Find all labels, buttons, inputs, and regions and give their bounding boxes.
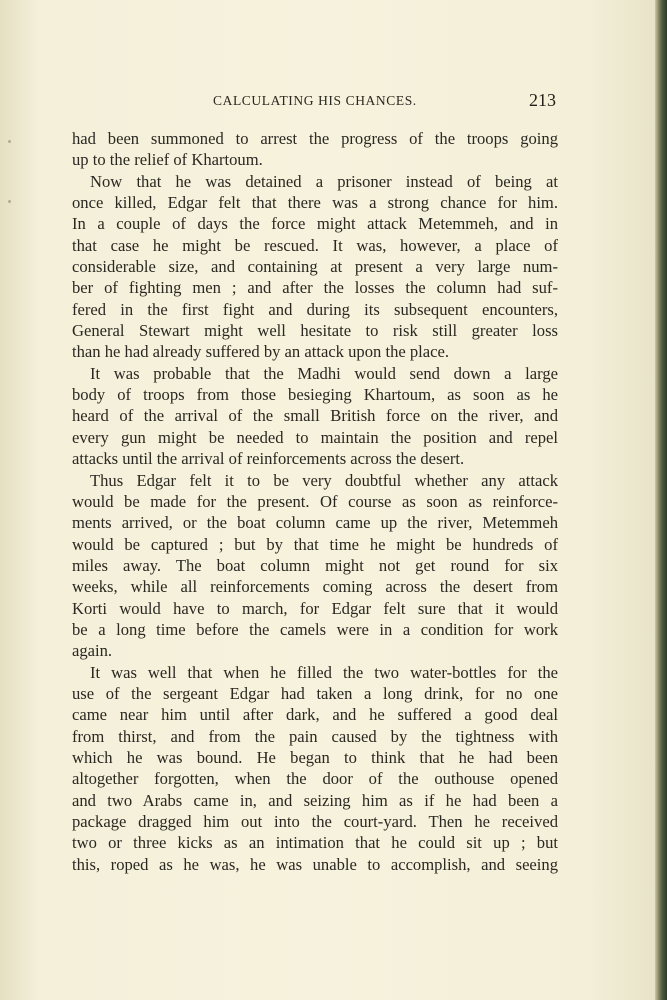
text-line: ments arrived, or the boat column came up the river, Metemmeh xyxy=(72,513,558,533)
body-text xyxy=(72,128,558,875)
text-line: would be captured ; but by that time he might be hundreds of xyxy=(72,534,558,554)
text-line: considerable size, and containing at present a very large num- xyxy=(72,257,558,277)
running-head xyxy=(70,90,558,113)
text-line: came near him until after dark, and he suffered a good deal xyxy=(72,705,558,725)
text-line: and two Arabs came in, and seizing him as if he had been a xyxy=(72,790,558,810)
text-line: had been summoned to arrest the progress of the troops going xyxy=(72,129,558,148)
text-line: this, roped as he was, he was unable to accomplish, and seeing xyxy=(72,854,558,874)
margin-speck xyxy=(8,200,11,203)
text-line: It was probable that the Madhi would send down a large xyxy=(90,363,558,383)
text-line: In a couple of days the force might attack Metemmeh, and in xyxy=(72,214,558,234)
page-number: 213 xyxy=(529,90,556,110)
running-title: CALCULATING HIS CHANCES. xyxy=(213,93,417,108)
text-line: be a long time before the camels were in a condition for work xyxy=(72,619,558,639)
text-line: from thirst, and from the pain caused by the tightness with xyxy=(72,726,558,746)
text-line: once killed, Edgar felt that there was a strong chance for him. xyxy=(72,193,558,213)
text-line: ber of fighting men ; and after the losses the column had suf- xyxy=(72,278,558,298)
text-line: General Stewart might well hesitate to risk still greater loss xyxy=(72,321,558,341)
text-line: package dragged him out into the court-yard. Then he received xyxy=(72,812,558,831)
text-line: two or three kicks as an intimation that he could sit up ; but xyxy=(72,833,558,853)
text-line: Now that he was detained a prisoner instead of being at xyxy=(90,171,558,191)
text-line: fered in the first fight and during its subsequent encounters, xyxy=(72,299,558,319)
text-line: body of troops from those besieging Khartoum, as soon as he xyxy=(72,385,558,405)
text-line: weeks, while all reinforcements coming across the desert from xyxy=(72,577,558,597)
text-line: It was well that when he filled the two water-bottles for the xyxy=(90,662,558,682)
text-line: heard of the arrival of the small British force on the river, and xyxy=(72,406,558,426)
text-line: Thus Edgar felt it to be very doubtful whether any attack xyxy=(90,470,558,490)
text-line: than he had already suffered by an attack upon the place. xyxy=(72,342,450,362)
text-line: use of the sergeant Edgar had taken a long drink, for no one xyxy=(72,683,558,703)
text-line: attacks until the arrival of reinforcements across the desert. xyxy=(72,449,465,469)
text-line: would be made for the present. Of course as soon as reinforce- xyxy=(72,491,558,511)
page-edge xyxy=(655,0,667,1000)
text-line: miles away. The boat column might not get round for six xyxy=(72,555,558,575)
text-line: Korti would have to march, for Edgar felt sure that it would xyxy=(72,598,558,618)
text-line: up to the relief of Khartoum. xyxy=(72,150,263,170)
margin-speck xyxy=(8,140,11,143)
text-line: again. xyxy=(72,641,113,661)
text-line: every gun might be needed to maintain the position and repel xyxy=(72,427,558,447)
text-line: which he was bound. He began to think that he had been xyxy=(72,747,558,767)
text-line: altogether forgotten, when the door of the outhouse opened xyxy=(72,769,558,789)
text-line: that case he might be rescued. It was, however, a place of xyxy=(72,235,558,255)
